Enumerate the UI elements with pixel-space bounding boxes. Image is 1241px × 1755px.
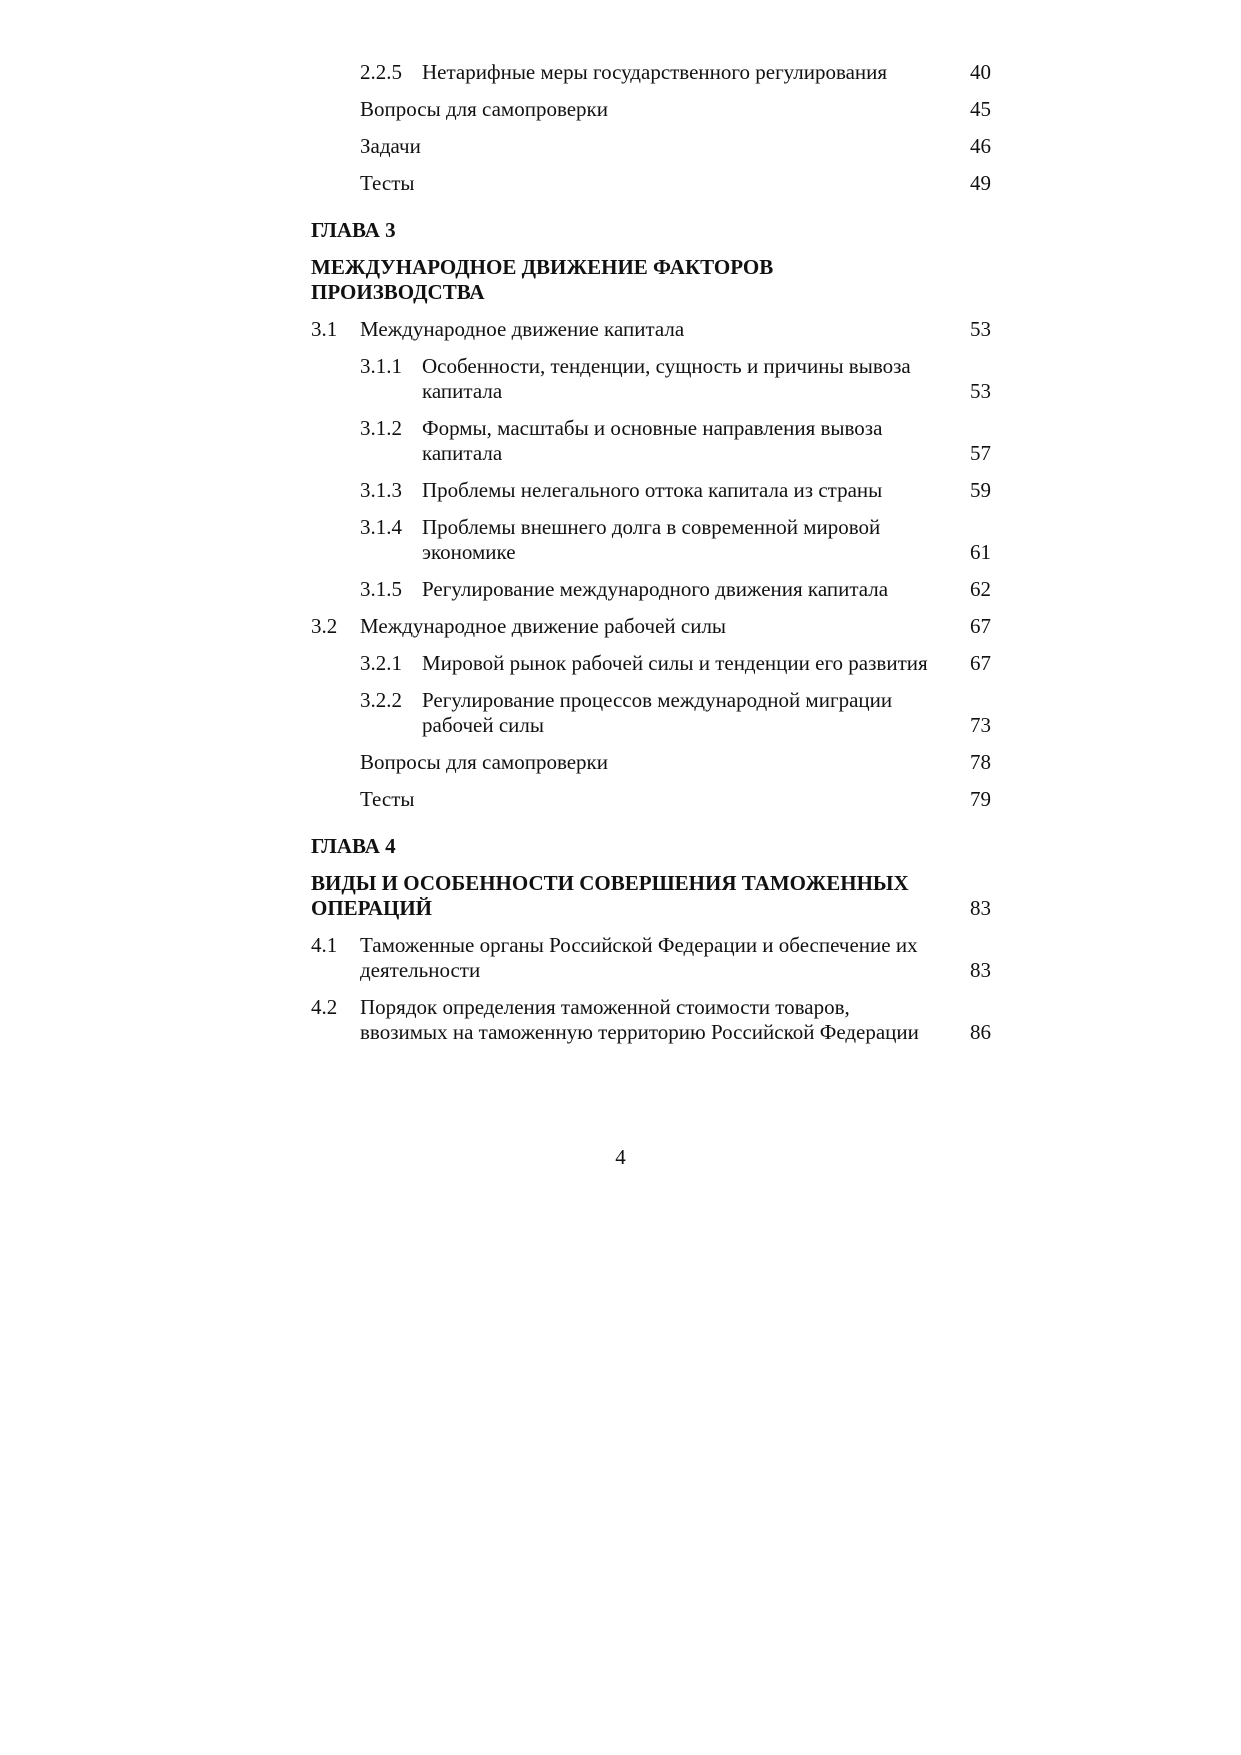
toc-entry-number: 3.1.5	[360, 577, 402, 601]
toc-entry[interactable]	[311, 750, 991, 775]
toc-entry[interactable]	[311, 995, 991, 1045]
chapter-title-text: МЕЖДУНАРОДНОЕ ДВИЖЕНИЕ ФАКТОРОВ ПРОИЗВОДСТВА	[311, 255, 774, 304]
toc-entry[interactable]	[311, 354, 991, 404]
toc-entry[interactable]	[311, 317, 991, 342]
toc-entry-number: 3.1.2	[360, 416, 402, 440]
toc-entry-title: Проблемы внешнего долга в современной мировой экономике	[422, 515, 881, 564]
toc-entry-page: 45	[970, 97, 991, 121]
chapter-title-text: ВИДЫ И ОСОБЕННОСТИ СОВЕРШЕНИЯ ТАМОЖЕННЫХ ОПЕРАЦИЙ	[311, 871, 909, 920]
toc-entry[interactable]	[311, 515, 991, 565]
chapter-title[interactable]	[311, 871, 991, 921]
toc-entry-number: 4.2	[311, 995, 338, 1019]
chapter-label: ГЛАВА 4	[311, 834, 396, 858]
toc-entry-title: Вопросы для самопроверки	[360, 750, 609, 774]
toc-entry-page: 62	[970, 577, 991, 601]
toc-entry-number: 3.2	[311, 614, 338, 638]
toc-entry-number: 3.1.3	[360, 478, 402, 502]
toc-entry-page: 73	[970, 713, 991, 737]
toc-entry-number: 3.2.2	[360, 688, 402, 712]
toc-entry-page: 61	[970, 540, 991, 564]
table-of-contents	[311, 60, 991, 1057]
toc-entry-page: 46	[970, 134, 991, 158]
toc-entry-title: Регулирование процессов международной миграции рабочей силы	[422, 688, 893, 737]
toc-entry-title: Тесты	[360, 171, 415, 195]
toc-entry[interactable]	[311, 478, 991, 503]
toc-entry-number: 3.1	[311, 317, 338, 341]
toc-entry-title: Нетарифные меры государственного регулирования	[422, 60, 888, 84]
toc-entry[interactable]	[311, 60, 991, 85]
toc-entry-page: 83	[970, 958, 991, 982]
toc-entry-title: Регулирование международного движения капитала	[422, 577, 889, 601]
toc-entry-page: 49	[970, 171, 991, 195]
toc-entry-title: Тесты	[360, 787, 415, 811]
toc-entry[interactable]	[311, 171, 991, 196]
toc-entry-page: 79	[970, 787, 991, 811]
toc-entry-number: 2.2.5	[360, 60, 402, 84]
toc-entry[interactable]	[311, 651, 991, 676]
toc-entry-page: 86	[970, 1020, 991, 1044]
toc-entry[interactable]	[311, 416, 991, 466]
toc-entry-title: Особенности, тенденции, сущность и причины вывоза капитала	[422, 354, 911, 403]
toc-entry[interactable]	[311, 134, 991, 159]
toc-entry-title: Вопросы для самопроверки	[360, 97, 609, 121]
toc-entry-title: Таможенные органы Российской Федерации и обеспечение их деятельности	[360, 933, 918, 982]
toc-entry-title: Задачи	[360, 134, 421, 158]
toc-entry-number: 3.1.4	[360, 515, 402, 539]
toc-entry-page: 67	[970, 614, 991, 638]
page-number: 4	[615, 1145, 626, 1169]
toc-entry-title: Формы, масштабы и основные направления вывоза капитала	[422, 416, 883, 465]
toc-entry-title: Международное движение рабочей силы	[360, 614, 727, 638]
chapter-title	[311, 255, 991, 305]
toc-entry-title: Мировой рынок рабочей силы и тенденции его развития	[422, 651, 928, 675]
toc-entry[interactable]	[311, 787, 991, 812]
toc-entry-number: 4.1	[311, 933, 338, 957]
toc-entry-page: 53	[970, 379, 991, 403]
toc-entry-page: 57	[970, 441, 991, 465]
toc-entry[interactable]	[311, 933, 991, 983]
toc-entry-page: 78	[970, 750, 991, 774]
toc-entry-title: Порядок определения таможенной стоимости товаров, ввозимых на таможенную территорию Российской Федерации	[360, 995, 919, 1044]
toc-entry[interactable]	[311, 614, 991, 639]
chapter-page: 83	[970, 896, 991, 920]
toc-entry[interactable]	[311, 97, 991, 122]
toc-entry-number: 3.2.1	[360, 651, 402, 675]
toc-entry[interactable]	[311, 577, 991, 602]
toc-entry-number: 3.1.1	[360, 354, 402, 378]
toc-entry-title: Международное движение капитала	[360, 317, 685, 341]
toc-entry-page: 40	[970, 60, 991, 84]
toc-entry-page: 59	[970, 478, 991, 502]
toc-entry-page: 53	[970, 317, 991, 341]
toc-entry[interactable]	[311, 688, 991, 738]
toc-entry-page: 67	[970, 651, 991, 675]
chapter-label: ГЛАВА 3	[311, 218, 396, 242]
toc-entry-title: Проблемы нелегального оттока капитала из страны	[422, 478, 883, 502]
